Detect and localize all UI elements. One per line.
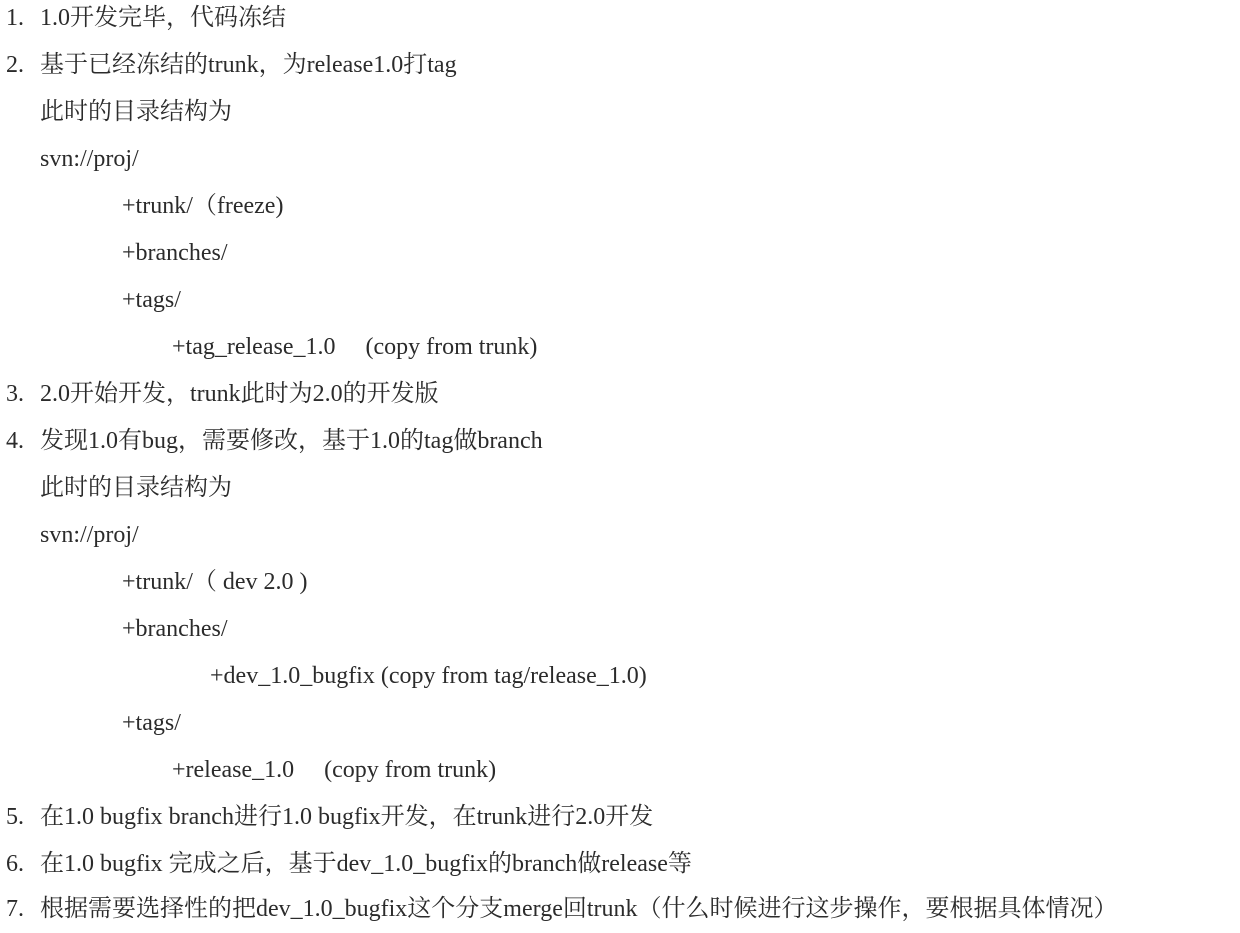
directory-entry: +branches/	[122, 240, 228, 266]
directory-entry: +trunk/（freeze)	[122, 193, 284, 219]
list-item-text: 在1.0 bugfix 完成之后，基于dev_1.0_bugfix的branch做release等	[40, 851, 692, 877]
list-item-number: 4.	[6, 428, 24, 454]
directory-root: svn://proj/	[40, 522, 139, 548]
list-item-text: 在1.0 bugfix branch进行1.0 bugfix开发，在trunk进行2.0开发	[40, 804, 654, 830]
list-item-text: 发现1.0有bug，需要修改，基于1.0的tag做branch	[40, 428, 543, 454]
list-item-number: 1.	[6, 5, 24, 31]
list-item-number: 3.	[6, 381, 24, 407]
list-item-text: 1.0开发完毕，代码冻结	[40, 5, 286, 31]
directory-entry: +tags/	[122, 287, 181, 313]
directory-entry: +release_1.0 (copy from trunk)	[172, 757, 497, 783]
directory-entry: +tag_release_1.0 (copy from trunk)	[172, 334, 538, 360]
list-item-number: 2.	[6, 52, 24, 78]
directory-intro-text: 此时的目录结构为	[40, 99, 232, 125]
directory-entry: +branches/	[122, 616, 228, 642]
directory-root: svn://proj/	[40, 146, 139, 172]
list-item-text: 根据需要选择性的把dev_1.0_bugfix这个分支merge回trunk（什么时候进行这步操作，要根据具体情况）	[40, 896, 1118, 922]
directory-intro-text: 此时的目录结构为	[40, 475, 232, 501]
directory-entry: +dev_1.0_bugfix (copy from tag/release_1.0)	[210, 663, 647, 689]
directory-entry: +trunk/（ dev 2.0 )	[122, 569, 308, 595]
list-item-text: 基于已经冻结的trunk，为release1.0打tag	[40, 52, 457, 78]
list-item-number: 6.	[6, 851, 24, 877]
list-item-text: 2.0开始开发，trunk此时为2.0的开发版	[40, 381, 439, 407]
list-item-number: 7.	[6, 896, 24, 922]
list-item-number: 5.	[6, 804, 24, 830]
directory-entry: +tags/	[122, 710, 181, 736]
